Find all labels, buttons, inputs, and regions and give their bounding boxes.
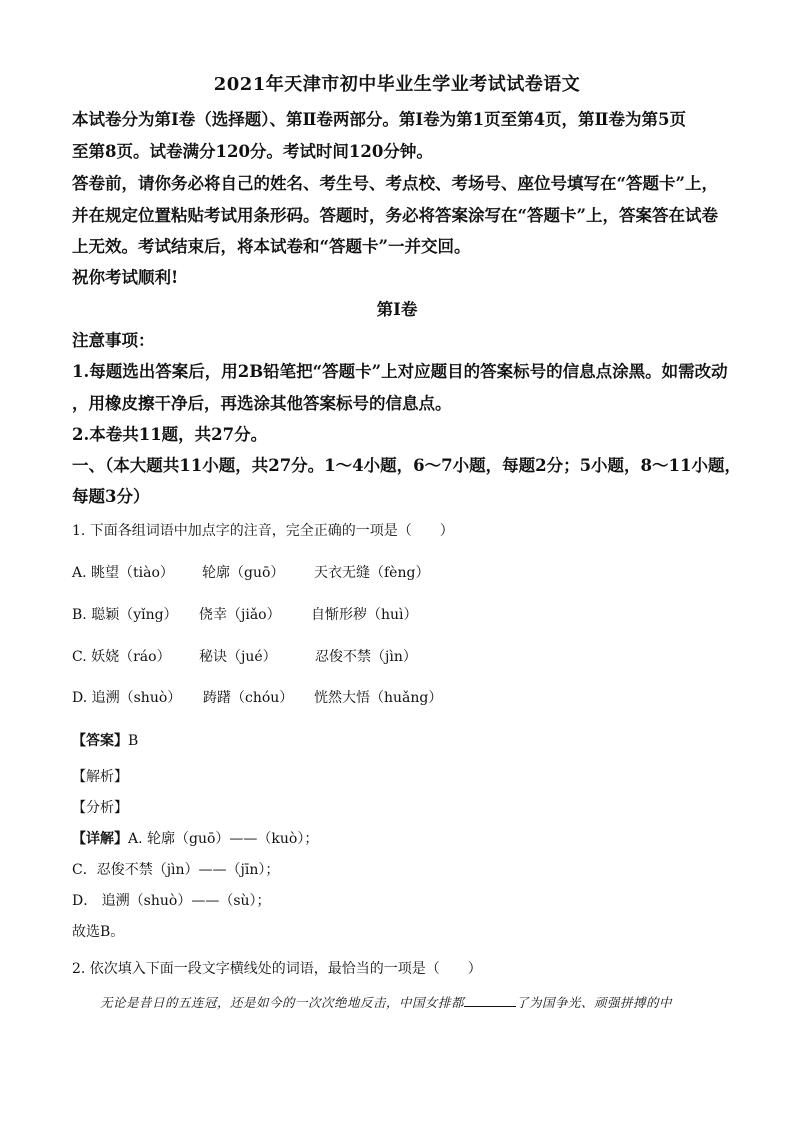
- option-d-item-3: 恍然大悟（huǎng）: [314, 690, 443, 706]
- notice-line-4: 一、（本大题共11小题，共27分。1～4小题，6～7小题，每题2分；5小题，8～11小题，: [72, 456, 741, 475]
- q2-passage: [100, 993, 672, 1011]
- fill-blank: [464, 995, 516, 1007]
- option-a-item-2: 轮廓（guō）: [202, 565, 285, 581]
- option-c-item-3: 忍俊不禁（jìn）: [315, 649, 417, 665]
- option-a-item-1: A. 眺望（tiào）: [72, 565, 174, 581]
- option-b-item-3: 自惭形秽（huì）: [311, 607, 418, 623]
- option-a-item-3: 天衣无缝（fèng）: [314, 565, 430, 581]
- notice-line-5: 每题3分）: [72, 487, 150, 506]
- answer-value: B: [128, 733, 139, 749]
- notice-heading: 注意事项：: [72, 331, 155, 350]
- q1-answer: [72, 730, 138, 750]
- q1-fenxi-label: 【分析】: [72, 800, 128, 816]
- detail-label: 【详解】: [72, 831, 128, 847]
- intro-line-6: 祝你考试顺利!: [72, 268, 179, 287]
- option-c-item-1: C. 妖娆（ráo）: [72, 649, 171, 665]
- notice-line-3: 2.本卷共11题，共27分。: [72, 425, 268, 444]
- intro-line-4: 并在规定位置粘贴考试用条形码。答题时，务必将答案涂写在“答题卡”上，答案答在试卷: [72, 206, 718, 225]
- q2-stem: 2. 依次填入下面一段文字横线处的词语，最恰当的一项是（ ）: [72, 961, 482, 977]
- page-title: 2021年天津市初中毕业生学业考试试卷语文: [213, 74, 581, 95]
- option-d-item-1: D. 追溯（shuò）: [72, 690, 182, 706]
- q1-detail-line-1: [72, 828, 318, 848]
- intro-line-3: 答卷前，请你务必将自己的姓名、考生号、考点校、考场号、座位号填写在“答题卡”上，: [72, 174, 718, 193]
- q1-detail-line-3: D． 追溯（shuò）——（sù）；: [72, 893, 271, 909]
- intro-line-1: 本试卷分为第Ⅰ卷（选择题）、第Ⅱ卷两部分。第Ⅰ卷为第1页至第4页，第Ⅱ卷为第5页: [72, 110, 686, 129]
- detail-text-1: A. 轮廓（guō）——（kuò）；: [128, 831, 319, 847]
- notice-line-2: ，用橡皮擦干净后，再选涂其他答案标号的信息点。: [72, 394, 452, 413]
- option-b-item-2: 侥幸（jiǎo）: [199, 607, 281, 623]
- q1-detail-line-2: C．忍俊不禁（jìn）——（jīn）；: [72, 862, 280, 878]
- passage-text-before: 无论是昔日的五连冠，还是如今的一次次绝地反击，中国女排都: [100, 995, 465, 1010]
- q1-detail-line-4: 故选B。: [72, 924, 125, 940]
- passage-text-after: 了为国争光、顽强拼搏的中: [516, 995, 673, 1010]
- answer-label: 【答案】: [72, 733, 128, 749]
- q1-stem: 1. 下面各组词语中加点字的注音，完全正确的一项是（ ）: [72, 523, 454, 539]
- section-title: 第Ⅰ卷: [376, 300, 418, 319]
- option-b-item-1: B. 聪颖（yǐng）: [72, 607, 178, 623]
- q1-analysis-label: 【解析】: [72, 769, 128, 785]
- option-c-item-2: 秘诀（jué）: [199, 649, 277, 665]
- intro-line-2: 至第8页。试卷满分120分。考试时间120分钟。: [72, 142, 433, 161]
- notice-line-1: 1.每题选出答案后，用2B铅笔把“答题卡”上对应题目的答案标号的信息点涂黑。如需改动: [72, 362, 728, 381]
- intro-line-5: 上无效。考试结束后，将本试卷和“答题卡”一并交回。: [72, 237, 471, 256]
- option-d-item-2: 踌躇（chóu）: [203, 690, 294, 706]
